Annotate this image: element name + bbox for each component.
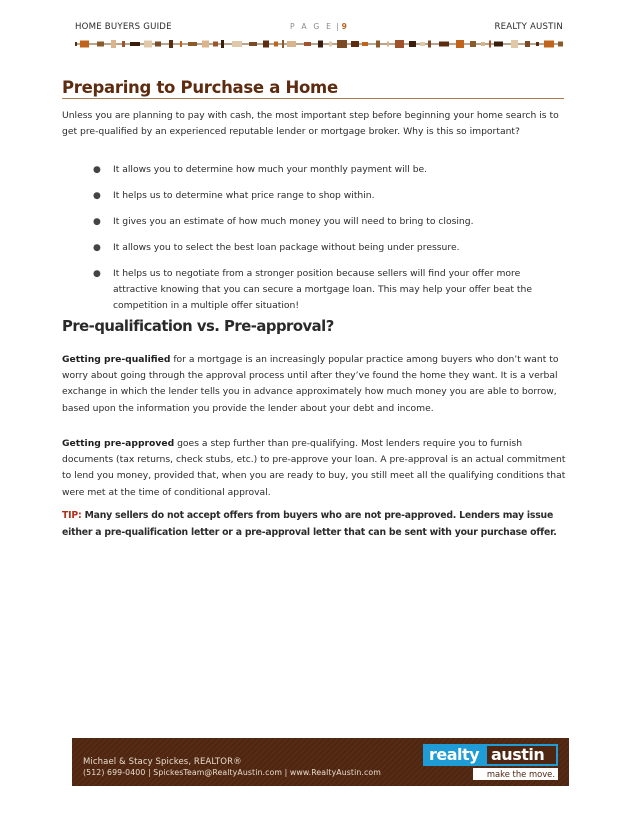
logo-word-austin: austin (491, 745, 545, 764)
bullet-icon: ● (93, 217, 101, 227)
bullet-icon: ● (93, 191, 101, 201)
agent-name: Michael & Stacy Spickes, REALTOR® (83, 757, 242, 767)
page-number: 9 (341, 22, 347, 31)
logo-tagline: make the move. (473, 768, 558, 780)
preapproved-paragraph: Getting pre-approved goes a step further than pre-qualifying. Most lenders require you to furnish documents (tax returns, check stubs, etc.) to pre-approve your loan. A pre-approval is an actual commitment to lend you money, provided that, when you are ready to buy, you still meet all the qualifying conditions that were met at the time of conditional approval. (62, 438, 566, 498)
bullet-icon: ● (93, 243, 101, 253)
prequalified-paragraph: Getting pre-qualified for a mortgage is an increasingly popular practice among buyers who don’t want to worry about going through the approval process until after they’ve found the home they want. It is a verbal exchange in which the lender tells you in advance approximately how much money you are able to borrow, based upon the information you provide the lender about your debt and income. (62, 354, 559, 414)
section-heading-prequal-vs-preapproval: Pre-qualification vs. Pre-approval? (62, 318, 334, 335)
header-page-indicator (290, 22, 347, 31)
prequalified-term: Getting pre-qualified (62, 354, 171, 365)
page-header (75, 22, 563, 36)
section-heading-preparing: Preparing to Purchase a Home (62, 78, 338, 97)
tip-paragraph: TIP: Many sellers do not accept offers from buyers who are not pre-approved. Lenders may issue either a pre-qualification letter or a pre-approval letter that can be sent with your purchase offer. (62, 510, 557, 538)
page-footer (72, 738, 569, 786)
agent-contact: (512) 699-0400 | SpickesTeam@RealtyAustin.com | www.RealtyAustin.com (83, 768, 381, 777)
tip-label: TIP: (62, 510, 82, 521)
preapproved-term: Getting pre-approved (62, 438, 175, 449)
header-guide-title: HOME BUYERS GUIDE (75, 22, 172, 32)
realty-austin-logo (423, 744, 558, 780)
bullet-icon: ● (93, 269, 101, 279)
heading-underline (62, 98, 564, 99)
page-label: P A G E (290, 22, 334, 31)
header-decorative-rule (75, 40, 563, 48)
logo-word-realty: realty (429, 745, 480, 764)
bullet-icon: ● (93, 165, 101, 175)
page-separator: | (336, 22, 339, 31)
intro-paragraph: Unless you are planning to pay with cash, the most important step before beginning your home search is to get pre-qualified by an experienced reputable lender or mortgage broker. Why is this so important? (62, 110, 559, 138)
header-brand: REALTY AUSTIN (494, 22, 563, 32)
